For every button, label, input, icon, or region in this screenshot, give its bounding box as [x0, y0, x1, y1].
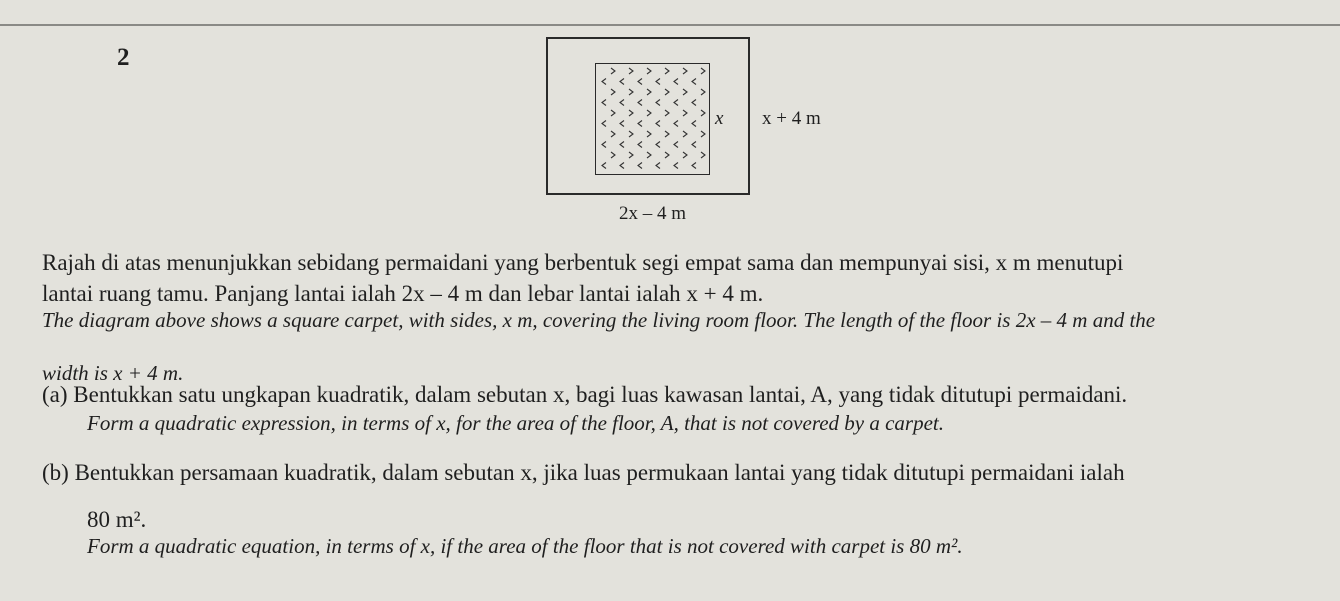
carpet-chevron — [629, 152, 633, 158]
carpet-chevron — [629, 68, 633, 74]
carpet-chevron — [602, 142, 606, 148]
carpet-chevron — [647, 89, 651, 95]
part-b-malay-line-2: 80 m². — [87, 507, 147, 532]
carpet-chevron — [692, 121, 696, 127]
carpet-chevron — [647, 68, 651, 74]
carpet-chevron — [701, 152, 705, 158]
malay-intro-line-1: Rajah di atas menunjukkan sebidang permaidani yang berbentuk segi empat sama dan mempunyai sisi, x m menutupi — [42, 250, 1124, 275]
carpet-chevron — [656, 100, 660, 106]
part-b-malay-line-1: (b) Bentukkan persamaan kuadratik, dalam sebutan x, jika luas permukaan lantai yang tidak ditutupi permaidani ialah — [42, 460, 1125, 485]
carpet-side-label: x — [715, 108, 724, 129]
malay-intro-line-2: lantai ruang tamu. Panjang lantai ialah 2x – 4 m dan lebar lantai ialah x + 4 m. — [42, 281, 764, 306]
part-a-english: Form a quadratic expression, in terms of x, for the area of the floor, A, that is not covered by a carpet. — [87, 411, 945, 435]
part-b-english: Form a quadratic equation, in terms of x, if the area of the floor that is not covered with carpet is 80 m². — [87, 534, 963, 558]
carpet-chevron — [638, 79, 642, 85]
carpet-chevron — [701, 110, 705, 116]
carpet-chevron — [611, 68, 615, 74]
carpet-chevron — [611, 131, 615, 137]
carpet-chevron — [665, 68, 669, 74]
carpet-chevron — [629, 110, 633, 116]
carpet-chevron — [656, 163, 660, 169]
top-rule — [0, 24, 1340, 26]
carpet-chevron — [656, 121, 660, 127]
carpet-chevron — [683, 110, 687, 116]
carpet-chevron — [701, 68, 705, 74]
carpet-chevron — [620, 163, 624, 169]
carpet-chevron — [692, 142, 696, 148]
carpet-chevron — [656, 79, 660, 85]
carpet-chevron — [620, 142, 624, 148]
question-number: 2 — [117, 44, 130, 71]
carpet-chevron — [629, 89, 633, 95]
carpet-chevron — [647, 131, 651, 137]
carpet-chevron — [674, 100, 678, 106]
carpet-chevron — [674, 121, 678, 127]
carpet-chevron — [665, 89, 669, 95]
part-a-malay: (a) Bentukkan satu ungkapan kuadratik, dalam sebutan x, bagi luas kawasan lantai, A, yang tidak ditutupi permaidani. — [42, 382, 1128, 407]
carpet-chevron — [629, 131, 633, 137]
carpet-chevron — [602, 163, 606, 169]
carpet-chevron — [683, 131, 687, 137]
carpet-chevron — [647, 152, 651, 158]
carpet-chevron — [683, 68, 687, 74]
carpet-chevron — [692, 163, 696, 169]
carpet-chevron — [692, 79, 696, 85]
carpet-chevron — [647, 110, 651, 116]
carpet-chevron — [611, 152, 615, 158]
carpet-chevron — [620, 79, 624, 85]
carpet-chevron — [674, 142, 678, 148]
carpet-chevron — [665, 152, 669, 158]
carpet-square — [595, 63, 710, 175]
floor-length-label: 2x – 4 m — [619, 203, 687, 224]
english-intro-line-1: The diagram above shows a square carpet, with sides, x m, covering the living room floor. The length of the floor is 2x – 4 m and the — [42, 308, 1156, 332]
carpet-chevron — [638, 142, 642, 148]
carpet-chevron — [656, 142, 660, 148]
carpet-chevron — [602, 79, 606, 85]
carpet-chevron — [620, 121, 624, 127]
carpet-chevron — [638, 121, 642, 127]
carpet-chevron — [674, 79, 678, 85]
carpet-chevron — [692, 100, 696, 106]
carpet-chevron — [611, 110, 615, 116]
carpet-chevron — [683, 89, 687, 95]
carpet-chevron — [701, 131, 705, 137]
carpet-pattern — [596, 64, 710, 175]
carpet-chevron — [683, 152, 687, 158]
carpet-chevron — [665, 131, 669, 137]
carpet-chevron — [665, 110, 669, 116]
carpet-chevron — [701, 89, 705, 95]
carpet-chevron — [602, 121, 606, 127]
carpet-chevron — [611, 89, 615, 95]
carpet-chevron — [638, 100, 642, 106]
carpet-chevron — [602, 100, 606, 106]
carpet-chevron — [674, 163, 678, 169]
english-intro-line-2: width is x + 4 m. — [42, 361, 184, 385]
carpet-chevron — [638, 163, 642, 169]
carpet-chevron — [620, 100, 624, 106]
floor-width-label: x + 4 m — [762, 108, 821, 129]
